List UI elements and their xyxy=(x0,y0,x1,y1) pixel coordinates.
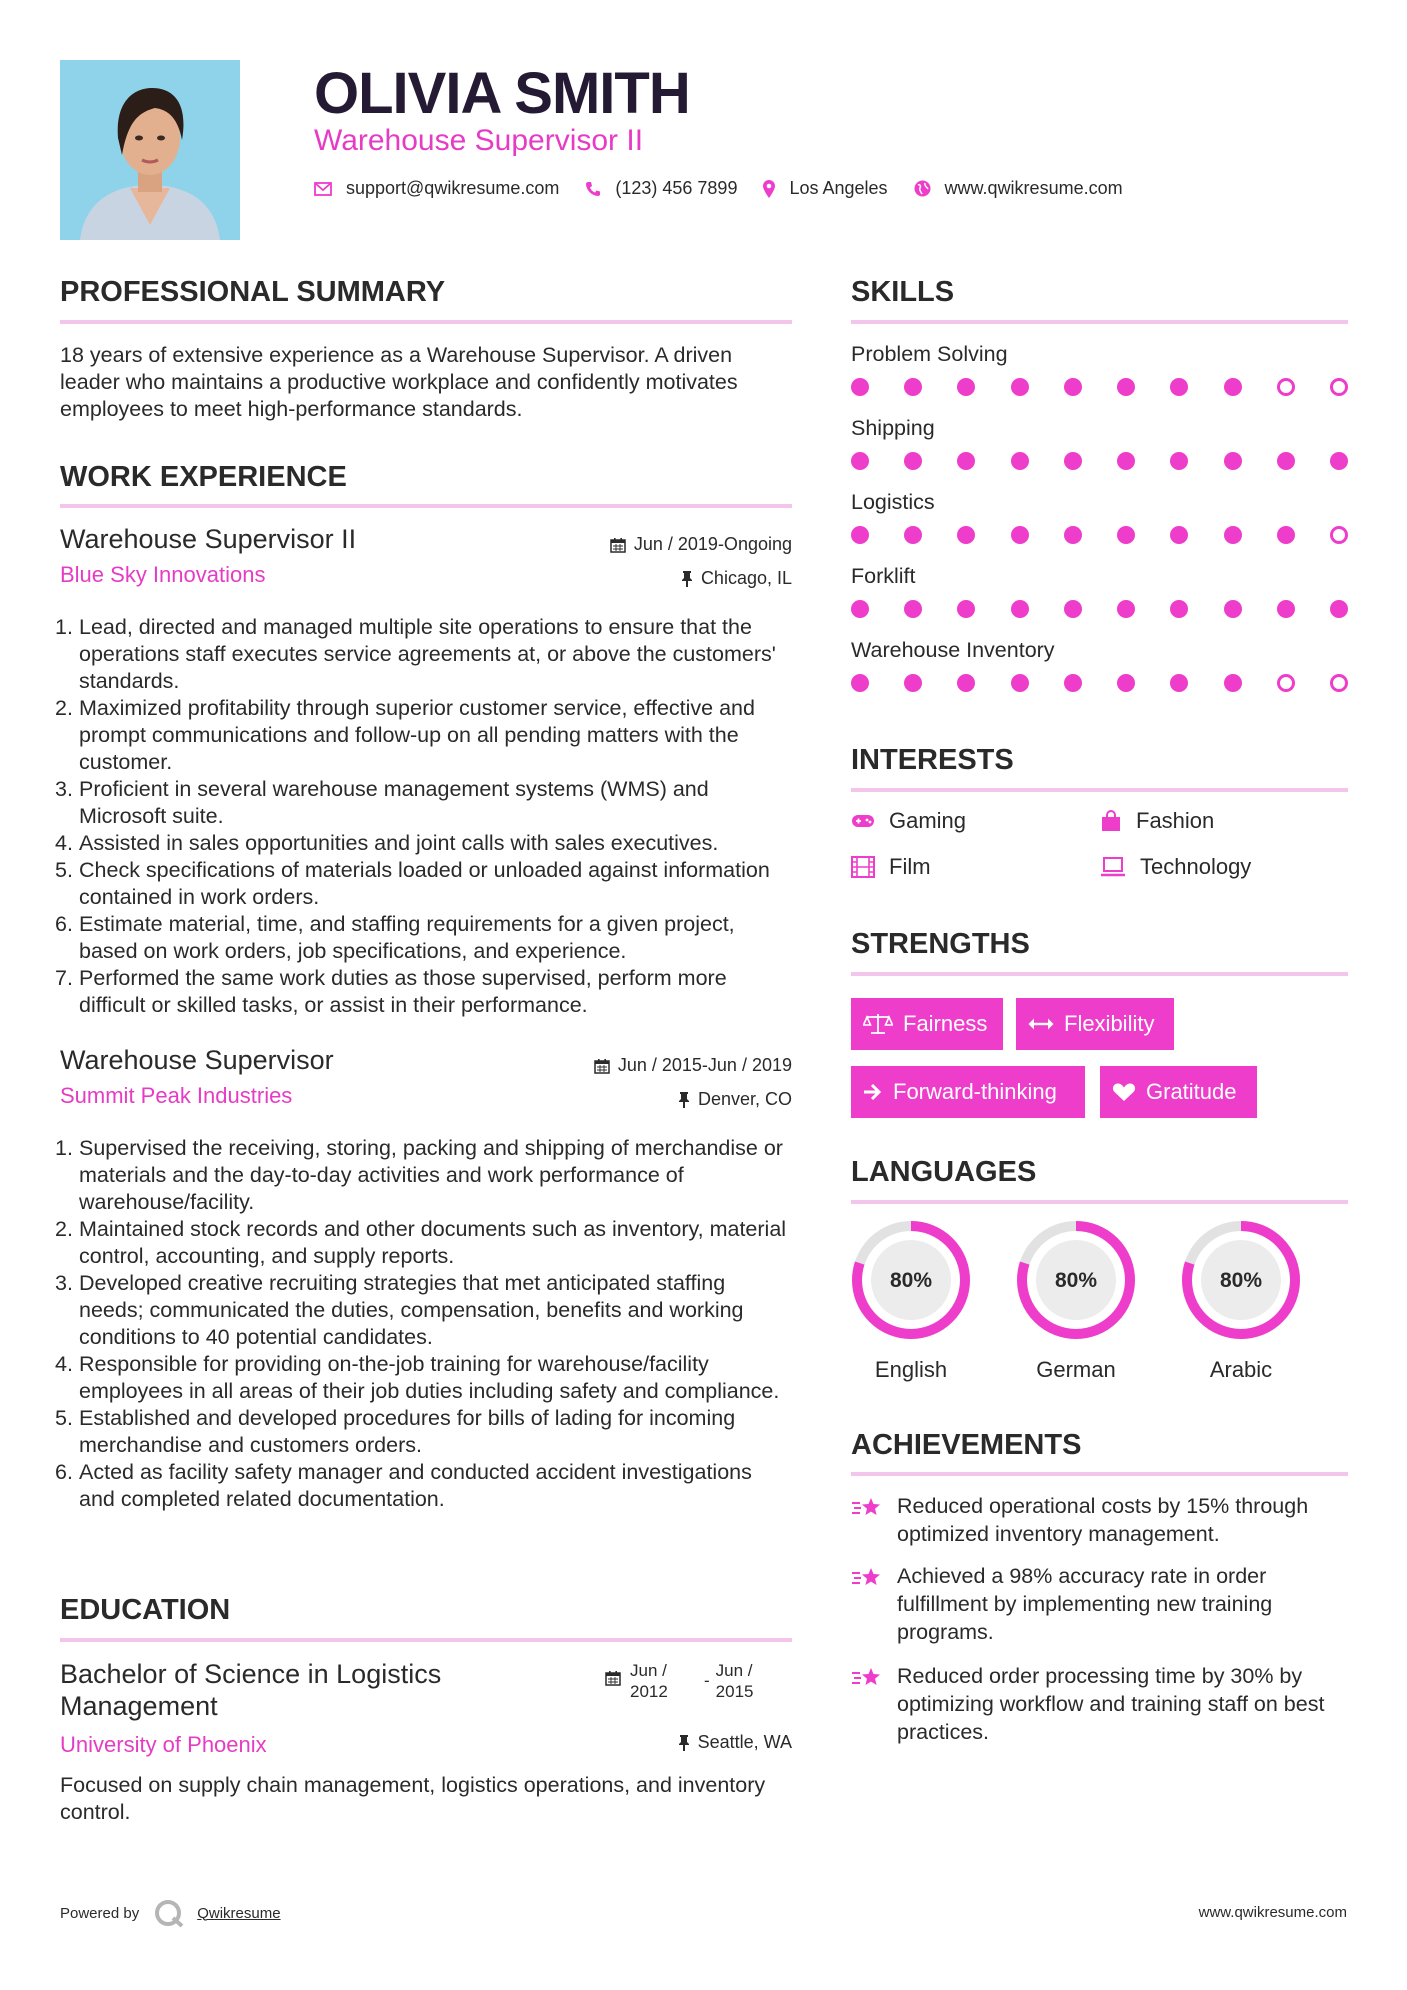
achievement-item xyxy=(851,1492,1348,1548)
rating-dot-filled xyxy=(957,526,975,544)
candidate-title: Warehouse Supervisor II xyxy=(314,124,644,157)
rating-dot-filled xyxy=(957,378,975,396)
rating-dot-filled xyxy=(1117,526,1135,544)
contact-email[interactable] xyxy=(314,178,559,199)
duty-item: Maintained stock records and other documents such as inventory, material control, accounting, and supply reports. xyxy=(79,1217,787,1268)
contact-location xyxy=(763,178,887,199)
rating-dot-filled xyxy=(904,378,922,396)
contact-phone-text: (123) 456 7899 xyxy=(615,178,738,198)
rating-dot-filled xyxy=(1330,452,1348,470)
interest-item-fashion xyxy=(1100,808,1214,834)
achievement-item xyxy=(851,1562,1348,1646)
language-progress-ring xyxy=(1179,1218,1303,1342)
arrow-right-icon xyxy=(863,1083,883,1101)
skill-name: Shipping xyxy=(851,416,935,440)
contact-email-text: support@qwikresume.com xyxy=(346,178,560,198)
globe-icon xyxy=(914,180,931,197)
rating-dot-filled xyxy=(1224,674,1242,692)
duty-item: Established and developed procedures for bills of lading for incoming merchandise and customers orders. xyxy=(79,1406,736,1457)
duty-item: Acted as facility safety manager and conducted accident investigations and completed related documentation. xyxy=(79,1460,752,1511)
rating-dot-empty xyxy=(1330,526,1348,544)
portrait-image xyxy=(60,60,240,240)
education-description: Focused on supply chain management, logistics operations, and inventory control. xyxy=(60,1773,766,1824)
rating-dot-empty xyxy=(1277,378,1295,396)
rating-dot-filled xyxy=(1064,674,1082,692)
education-date-separator: - xyxy=(704,1671,710,1690)
footer-powered-by xyxy=(60,1898,281,1928)
rating-dot-filled xyxy=(1170,600,1188,618)
rating-dot-filled xyxy=(851,674,869,692)
summary-text: 18 years of extensive experience as a Warehouse Supervisor. A driven leader who maintains a productive workplace and confidently motivates employees to meet high-performance standards. xyxy=(60,343,738,421)
language-percent: 80% xyxy=(889,1269,933,1292)
achievements-rule xyxy=(851,1472,1348,1476)
skill-rating xyxy=(851,520,1348,564)
skill-name: Problem Solving xyxy=(851,342,1008,366)
language-name: German xyxy=(1036,1357,1116,1382)
rating-dot-filled xyxy=(1224,526,1242,544)
rating-dot-filled xyxy=(1117,600,1135,618)
language-name: English xyxy=(874,1357,948,1382)
duty-item: Supervised the receiving, storing, packing and shipping of merchandise or materials and the day-to-day activities and work performance of warehouse/facility. xyxy=(79,1136,783,1214)
rating-dot-filled xyxy=(1117,378,1135,396)
job-date xyxy=(594,1055,792,1076)
language-item xyxy=(1014,1218,1138,1383)
rating-dot-filled xyxy=(1011,526,1029,544)
rating-dot-filled xyxy=(904,526,922,544)
shooting-star-icon xyxy=(851,1494,883,1522)
rating-dot-filled xyxy=(1117,452,1135,470)
profile-photo xyxy=(60,60,240,240)
language-progress-ring xyxy=(849,1218,973,1342)
job-title: Warehouse Supervisor xyxy=(60,1045,334,1075)
language-percent: 80% xyxy=(1054,1269,1098,1292)
phone-icon xyxy=(585,181,601,197)
rating-dot-filled xyxy=(1224,452,1242,470)
achievement-text: Achieved a 98% accuracy rate in order fulfillment by implementing new training programs. xyxy=(897,1564,1273,1644)
rating-dot-filled xyxy=(1064,378,1082,396)
languages-heading: LANGUAGES xyxy=(851,1156,1037,1188)
balance-scale-icon xyxy=(863,1013,893,1035)
arrows-horizontal-icon xyxy=(1028,1017,1054,1031)
strength-tag-fairness xyxy=(851,998,1003,1050)
rating-dot-filled xyxy=(904,674,922,692)
strength-tag-forward-thinking xyxy=(851,1066,1085,1118)
duty-item: Maximized profitability through superior customer service, effective and prompt communications and follow-up on all pending matters with the customer. xyxy=(79,696,755,774)
contact-bar xyxy=(314,178,1149,199)
rating-dot-filled xyxy=(1064,600,1082,618)
powered-by-label: Powered by xyxy=(60,1904,140,1922)
map-marker-icon xyxy=(763,180,775,198)
rating-dot-filled xyxy=(1117,674,1135,692)
skill-name: Warehouse Inventory xyxy=(851,638,1055,662)
summary-heading: PROFESSIONAL SUMMARY xyxy=(60,276,446,308)
strength-label: Flexibility xyxy=(1064,1011,1155,1036)
envelope-icon xyxy=(314,182,332,196)
interest-item-film xyxy=(851,854,931,880)
pushpin-icon xyxy=(681,571,693,587)
interest-label: Gaming xyxy=(889,808,967,833)
job-title: Warehouse Supervisor II xyxy=(60,524,357,554)
footer-brand-link[interactable]: Qwikresume xyxy=(197,1904,281,1922)
rating-dot-filled xyxy=(1170,452,1188,470)
education-date xyxy=(605,1660,762,1702)
rating-dot-filled xyxy=(1064,526,1082,544)
footer-website[interactable]: www.qwikresume.com xyxy=(1198,1904,1347,1921)
rating-dot-filled xyxy=(1011,674,1029,692)
interest-item-technology xyxy=(1100,854,1251,880)
rating-dot-filled xyxy=(1011,452,1029,470)
qwikresume-logo-icon xyxy=(153,1898,187,1928)
job-entry xyxy=(60,1045,792,1513)
education-rule xyxy=(60,1638,792,1642)
rating-dot-empty xyxy=(1277,674,1295,692)
language-name: Arabic xyxy=(1209,1357,1273,1382)
rating-dot-filled xyxy=(1170,526,1188,544)
strengths-rule xyxy=(851,972,1348,976)
duty-item: Estimate material, time, and staffing requirements for a given project, based on work orders, job specifications, and experience. xyxy=(79,912,735,963)
job-location-text: Chicago, IL xyxy=(700,568,792,588)
strength-label: Gratitude xyxy=(1146,1079,1237,1104)
job-date-text: Jun / 2019-Ongoing xyxy=(633,534,792,554)
pushpin-icon xyxy=(678,1092,690,1108)
job-company: Blue Sky Innovations xyxy=(60,562,266,587)
language-item xyxy=(849,1218,973,1383)
shopping-bag-icon xyxy=(1100,810,1122,832)
degree-title: Bachelor of Science in Logistics Management xyxy=(60,1659,442,1721)
rating-dot-filled xyxy=(904,600,922,618)
gamepad-icon xyxy=(851,813,875,829)
rating-dot-filled xyxy=(1277,600,1295,618)
skills-list xyxy=(851,342,1348,712)
job-date-text: Jun / 2015-Jun / 2019 xyxy=(617,1055,792,1075)
job-duties-list xyxy=(60,614,792,1019)
rating-dot-filled xyxy=(1170,674,1188,692)
education-location xyxy=(678,1732,792,1753)
candidate-name: OLIVIA SMITH xyxy=(314,61,690,126)
job-company: Summit Peak Industries xyxy=(60,1083,293,1108)
rating-dot-filled xyxy=(957,674,975,692)
strength-tag-gratitude xyxy=(1100,1066,1257,1118)
strength-label: Fairness xyxy=(903,1011,988,1036)
calendar-icon xyxy=(610,537,626,553)
shooting-star-icon xyxy=(851,1564,883,1592)
achievement-item xyxy=(851,1662,1348,1746)
calendar-icon xyxy=(594,1058,610,1074)
contact-website[interactable] xyxy=(914,178,1123,199)
duty-item: Proficient in several warehouse management systems (WMS) and Microsoft suite. xyxy=(79,777,709,828)
contact-phone[interactable] xyxy=(585,178,737,199)
job-location-text: Denver, CO xyxy=(697,1089,792,1109)
rating-dot-filled xyxy=(904,452,922,470)
duty-item: Assisted in sales opportunities and joint calls with sales executives. xyxy=(79,831,719,855)
skill-name: Logistics xyxy=(851,490,935,514)
language-item xyxy=(1179,1218,1303,1383)
strengths-heading: STRENGTHS xyxy=(851,928,1030,960)
contact-website-text: www.qwikresume.com xyxy=(944,178,1123,198)
pushpin-icon xyxy=(678,1735,690,1751)
rating-dot-filled xyxy=(1224,378,1242,396)
rating-dot-filled xyxy=(1011,600,1029,618)
rating-dot-filled xyxy=(1277,526,1295,544)
duty-item: Check specifications of materials loaded or unloaded against information contained in work orders. xyxy=(79,858,770,909)
job-location xyxy=(681,568,792,589)
education-date-start: Jun / 2012 xyxy=(630,1661,668,1701)
job-location xyxy=(678,1089,792,1110)
duty-item: Lead, directed and managed multiple site operations to ensure that the operations staff executes service agreements at, or above the customers' standards. xyxy=(79,615,776,693)
interest-item-gaming xyxy=(851,808,966,834)
rating-dot-empty xyxy=(1330,378,1348,396)
rating-dot-filled xyxy=(1011,378,1029,396)
rating-dot-filled xyxy=(851,452,869,470)
rating-dot-empty xyxy=(1330,674,1348,692)
skill-rating xyxy=(851,372,1348,416)
experience-heading: WORK EXPERIENCE xyxy=(60,461,347,493)
calendar-icon xyxy=(605,1670,621,1686)
contact-location-text: Los Angeles xyxy=(789,178,888,198)
shooting-star-icon xyxy=(851,1664,883,1692)
achievement-text: Reduced order processing time by 30% by optimizing workflow and training staff on best practices. xyxy=(897,1664,1325,1744)
school-name: University of Phoenix xyxy=(60,1732,267,1757)
summary-rule xyxy=(60,320,792,324)
rating-dot-filled xyxy=(1170,378,1188,396)
rating-dot-filled xyxy=(851,378,869,396)
duty-item: Responsible for providing on-the-job training for warehouse/facility employees in all areas of their job duties including safety and compliance. xyxy=(79,1352,780,1403)
strength-tag-flexibility xyxy=(1016,998,1174,1050)
strength-label: Forward-thinking xyxy=(893,1079,1057,1104)
laptop-icon xyxy=(1100,857,1126,877)
skill-rating xyxy=(851,594,1348,638)
rating-dot-filled xyxy=(1330,600,1348,618)
interests-rule xyxy=(851,788,1348,792)
heart-icon xyxy=(1112,1082,1136,1102)
education-date-end: Jun / 2015 xyxy=(715,1661,754,1701)
rating-dot-filled xyxy=(851,600,869,618)
film-icon xyxy=(851,856,875,878)
languages-rule xyxy=(851,1200,1348,1204)
duty-item: Developed creative recruiting strategies that met anticipated staffing needs; communicated the duties, compensation, benefits and working conditions to 40 potential candidates. xyxy=(79,1271,744,1349)
rating-dot-filled xyxy=(1277,452,1295,470)
duty-item: Performed the same work duties as those supervised, perform more difficult or skilled tasks, or assist in their performance. xyxy=(79,966,727,1017)
experience-rule xyxy=(60,504,792,508)
rating-dot-filled xyxy=(1224,600,1242,618)
skills-heading: SKILLS xyxy=(851,276,955,308)
interest-label: Film xyxy=(889,854,931,879)
job-duties-list xyxy=(60,1135,792,1513)
education-heading: EDUCATION xyxy=(60,1594,231,1626)
skill-rating xyxy=(851,668,1348,712)
achievements-heading: ACHIEVEMENTS xyxy=(851,1429,1082,1461)
achievement-text: Reduced operational costs by 15% through optimized inventory management. xyxy=(897,1494,1309,1546)
job-entry xyxy=(60,524,792,1019)
rating-dot-filled xyxy=(957,600,975,618)
rating-dot-filled xyxy=(957,452,975,470)
job-date xyxy=(610,534,792,555)
interest-label: Technology xyxy=(1140,854,1252,879)
interests-heading: INTERESTS xyxy=(851,744,1014,776)
language-progress-ring xyxy=(1014,1218,1138,1342)
education-location-text: Seattle, WA xyxy=(697,1732,792,1752)
interest-label: Fashion xyxy=(1136,808,1215,833)
rating-dot-filled xyxy=(1064,452,1082,470)
language-percent: 80% xyxy=(1219,1269,1263,1292)
rating-dot-filled xyxy=(851,526,869,544)
skill-name: Forklift xyxy=(851,564,916,588)
skills-rule xyxy=(851,320,1348,324)
achievements-list xyxy=(851,1492,1348,1772)
skill-rating xyxy=(851,446,1348,490)
